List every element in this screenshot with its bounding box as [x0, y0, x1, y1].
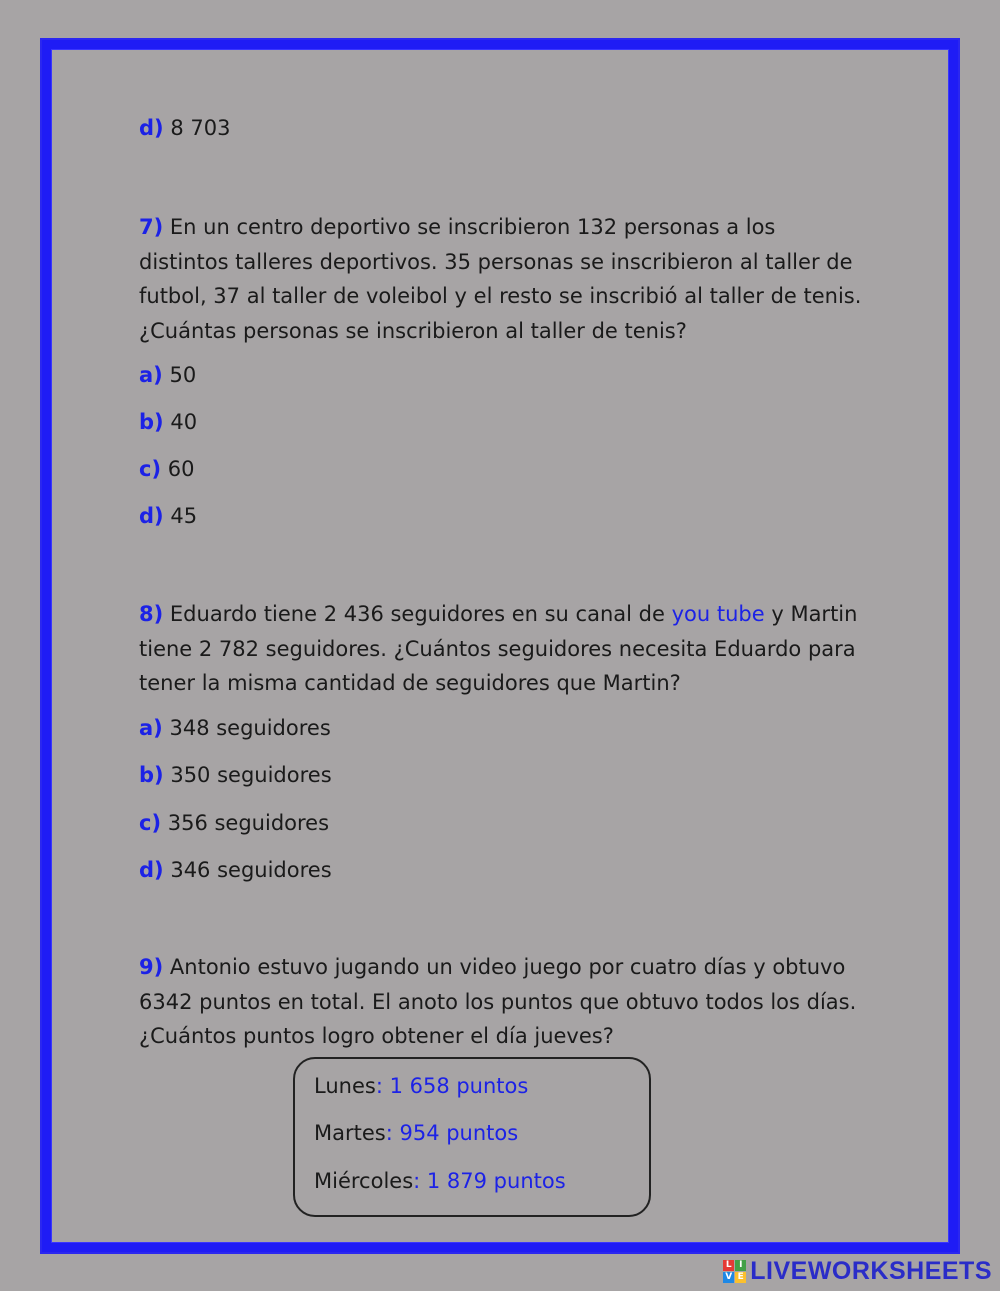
liveworksheets-logo[interactable] — [723, 1256, 992, 1286]
points-row-lunes: Lunes: 1 658 puntos — [314, 1074, 529, 1098]
brand-name: LIVEWORKSHEETS — [750, 1256, 992, 1285]
question-8-text: 8) Eduardo tiene 2 436 seguidores en su canal de you tube y Martin tiene 2 782 seguidores. ¿Cuántos seguidores necesita Eduardo para tener la misma cantidad de seguidores que Martin? — [139, 602, 858, 695]
liveworksheets-logo-icon: L I V E — [723, 1260, 746, 1283]
youtube-highlight: you tube — [671, 602, 765, 626]
points-table-box — [293, 1057, 651, 1217]
q8-option-c[interactable]: c) 356 seguidores — [139, 811, 330, 835]
q7-option-d[interactable]: d) 45 — [139, 504, 198, 528]
points-row-miercoles: Miércoles: 1 879 puntos — [314, 1169, 566, 1193]
q8-option-b[interactable]: b) 350 seguidores — [139, 763, 332, 787]
q8-option-a[interactable]: a) 348 seguidores — [139, 716, 331, 740]
q7-option-b[interactable]: b) 40 — [139, 410, 198, 434]
points-row-martes: Martes: 954 puntos — [314, 1121, 519, 1145]
question-7-text: 7) En un centro deportivo se inscribieron 132 personas a los distintos talleres deportivos. 35 personas se inscribieron al taller de futbol, 37 al taller de voleibol y el resto se inscribió al taller de tenis. ¿Cuántas personas se inscribieron al taller de tenis? — [139, 215, 862, 343]
question-9-text: 9) Antonio estuvo jugando un video juego por cuatro días y obtuvo 6342 puntos en total. El anoto los puntos que obtuvo todos los días. ¿Cuántos puntos logro obtener el día jueves? — [139, 955, 857, 1048]
prev-option-d: d) 8 703 — [139, 116, 231, 140]
q7-option-a[interactable]: a) 50 — [139, 363, 197, 387]
q7-option-c[interactable]: c) 60 — [139, 457, 195, 481]
q8-option-d[interactable]: d) 346 seguidores — [139, 858, 332, 882]
